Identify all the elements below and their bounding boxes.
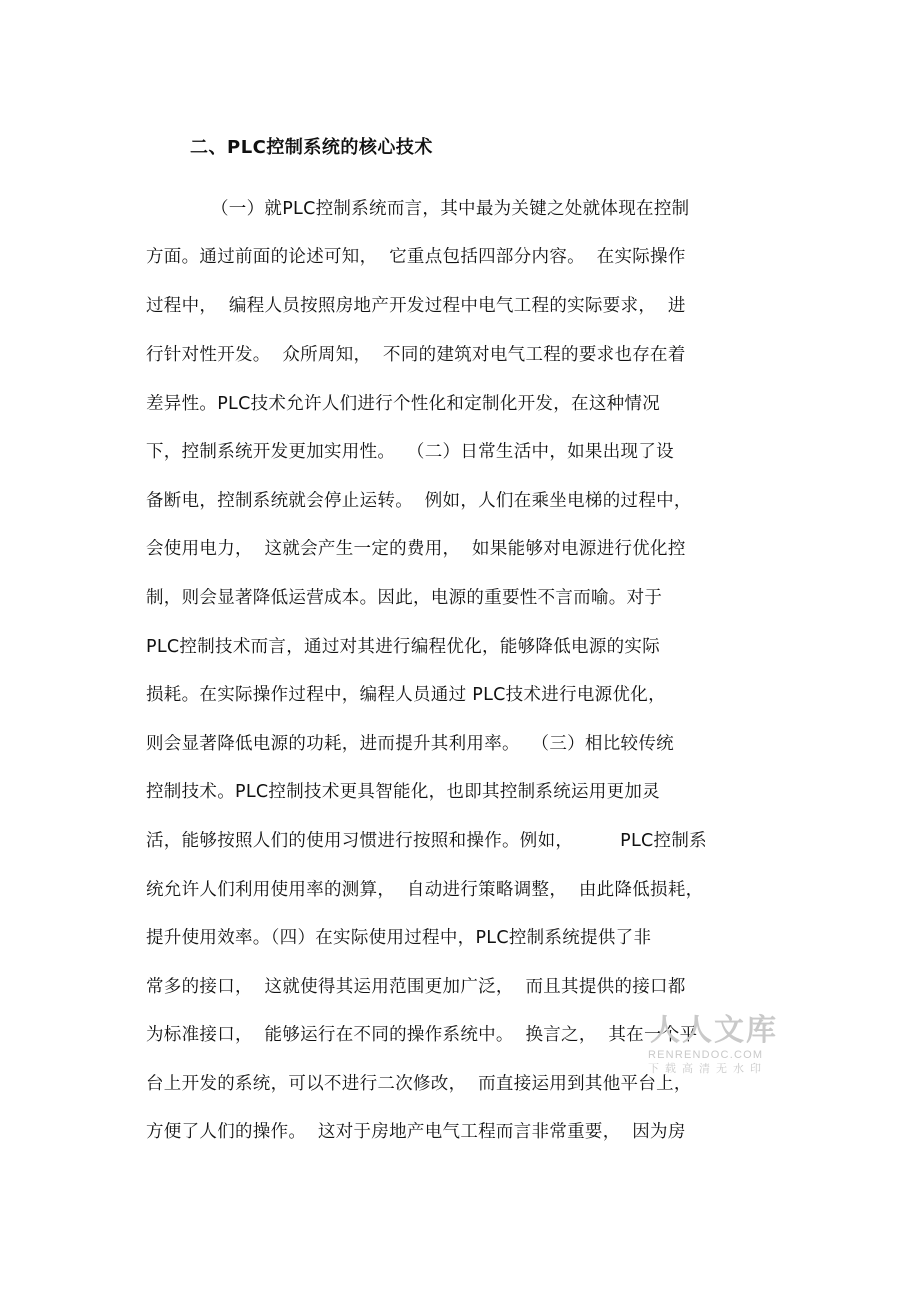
text-line: （一）就PLC控制系统而言，其中最为关键之处就体现在控制 <box>211 199 690 219</box>
text-line: PLC控制技术而言，通过对其进行编程优化，能够降低电源的实际 <box>146 637 661 657</box>
text-line: 行针对性开发。 众所周知， 不同的建筑对电气工程的要求也存在着 <box>146 345 686 365</box>
watermark-subtitle: 下载高清无水印 <box>648 1062 767 1075</box>
text-line: 提升使用效率。（四）在实际使用过程中，PLC控制系统提供了非 <box>146 928 652 948</box>
text-line: 备断电，控制系统就会停止运转。 例如，人们在乘坐电梯的过程中， <box>146 491 692 511</box>
text-line: 活，能够按照人们的使用习惯进行按照和操作。例如， PLC控制系 <box>146 831 707 851</box>
text-line: 会使用电力， 这就会产生一定的费用， 如果能够对电源进行优化控 <box>146 539 686 559</box>
text-line: 过程中， 编程人员按照房地产开发过程中电气工程的实际要求， 进 <box>146 296 686 316</box>
text-line: 为标准接口， 能够运行在不同的操作系统中。 换言之， 其在一个平 <box>146 1025 698 1045</box>
text-line: 下，控制系统开发更加实用性。 （二）日常生活中，如果出现了设 <box>146 442 674 462</box>
text-line: 制，则会显著降低运营成本。因此，电源的重要性不言而喻。对于 <box>146 588 663 608</box>
section-heading: 二、PLC控制系统的核心技术 <box>190 137 433 158</box>
text-line: 台上开发的系统，可以不进行二次修改， 而直接运用到其他平台上， <box>146 1074 692 1094</box>
watermark-title: 人人文库 <box>650 1013 778 1048</box>
text-line: 方便了人们的操作。 这对于房地产电气工程而言非常重要， 因为房 <box>146 1122 686 1142</box>
watermark-logo <box>640 1014 780 1078</box>
text-line: 统允许人们利用使用率的测算， 自动进行策略调整， 由此降低损耗， <box>146 880 704 900</box>
text-line: 控制技术。PLC控制技术更具智能化，也即其控制系统运用更加灵 <box>146 782 661 802</box>
text-line: 则会显著降低电源的功耗，进而提升其利用率。 （三）相比较传统 <box>146 734 674 754</box>
text-line: 方面。通过前面的论述可知， 它重点包括四部分内容。 在实际操作 <box>146 247 686 267</box>
text-line: 损耗。在实际操作过程中，编程人员通过 PLC技术进行电源优化， <box>146 685 666 705</box>
text-line: 常多的接口， 这就使得其运用范围更加广泛， 而且其提供的接口都 <box>146 977 686 997</box>
text-line: 差异性。PLC技术允许人们进行个性化和定制化开发，在这种情况 <box>146 394 661 414</box>
watermark-url: RENRENDOC.COM <box>648 1049 764 1061</box>
